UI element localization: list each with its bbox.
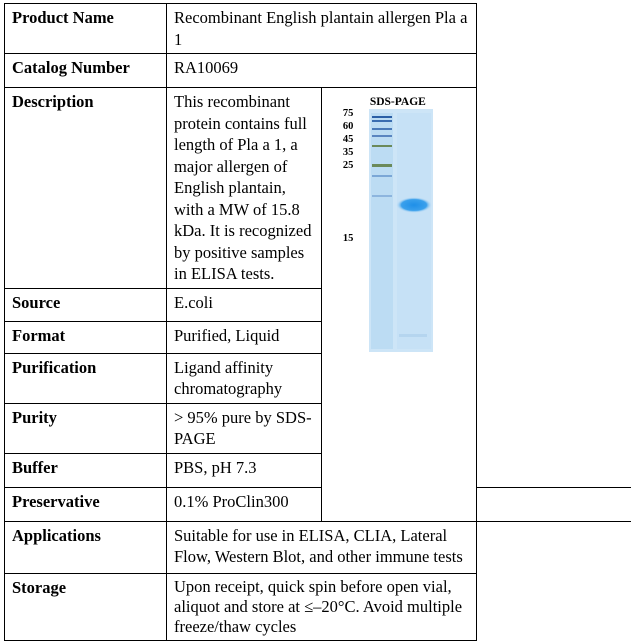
ladder-band-25-green (372, 145, 392, 147)
ladder-band-35 (372, 135, 392, 137)
label-product-name: Product Name (5, 4, 167, 54)
value-preservative: 0.1% ProClin300 (167, 487, 322, 521)
row-description (5, 88, 632, 289)
label-applications: Applications (5, 521, 167, 573)
value-catalog-number: RA10069 (167, 54, 477, 88)
empty-cell (476, 487, 631, 521)
marker-15: 15 (342, 233, 354, 244)
product-spec-table (4, 3, 631, 641)
sds-page-figure (321, 88, 476, 522)
value-format: Purified, Liquid (167, 321, 322, 353)
marker-45: 45 (342, 134, 354, 145)
figure-title: SDS-PAGE (369, 96, 426, 108)
label-storage: Storage (5, 573, 167, 640)
ladder-band-60 (372, 120, 392, 122)
dye-front (399, 334, 427, 337)
ladder-lane (371, 113, 393, 349)
ladder-band-45 (372, 128, 392, 130)
row-purification (5, 353, 632, 403)
ladder-band-15 (372, 195, 392, 197)
label-format: Format (5, 321, 167, 353)
label-purity: Purity (5, 403, 167, 453)
label-source: Source (5, 288, 167, 321)
protein-band (396, 197, 432, 213)
row-purity (5, 403, 632, 453)
ladder-band-75 (372, 116, 392, 118)
value-storage: Upon receipt, quick spin before open vial, aliquot and store at ≤–20°C. Avoid multiple freeze/thaw cycles (167, 573, 477, 640)
sample-lane (397, 113, 431, 349)
row-applications (5, 521, 632, 573)
row-format (5, 321, 632, 353)
label-preservative: Preservative (5, 487, 167, 521)
marker-75: 75 (342, 108, 354, 119)
gel-image (369, 109, 433, 352)
value-purity: > 95% pure by SDS-PAGE (167, 403, 322, 453)
value-buffer: PBS, pH 7.3 (167, 453, 322, 487)
value-product-name: Recombinant English plantain allergen Pla a 1 (167, 4, 477, 54)
ladder-band-25 (372, 164, 392, 167)
label-purification: Purification (5, 353, 167, 403)
value-applications: Suitable for use in ELISA, CLIA, Lateral Flow, Western Blot, and other immune tests (167, 521, 477, 573)
value-description: This recombinant protein contains full length of Pla a 1, a major allergen of English plantain, with a MW of 15.8 kDa. It is recognized by positive samples in ELISA tests. (167, 88, 322, 289)
value-source: E.coli (167, 288, 322, 321)
marker-35: 35 (342, 147, 354, 158)
label-buffer: Buffer (5, 453, 167, 487)
ladder-band-lower (372, 175, 392, 177)
marker-25: 25 (342, 160, 354, 171)
row-storage (5, 573, 632, 640)
row-buffer (5, 453, 632, 487)
label-catalog-number: Catalog Number (5, 54, 167, 88)
value-purification: Ligand affinity chromatography (167, 353, 322, 403)
row-catalog-number (5, 54, 632, 88)
row-source (5, 288, 632, 321)
label-description: Description (5, 88, 167, 289)
marker-60: 60 (342, 121, 354, 132)
row-product-name (5, 4, 632, 54)
row-preservative (5, 487, 632, 521)
